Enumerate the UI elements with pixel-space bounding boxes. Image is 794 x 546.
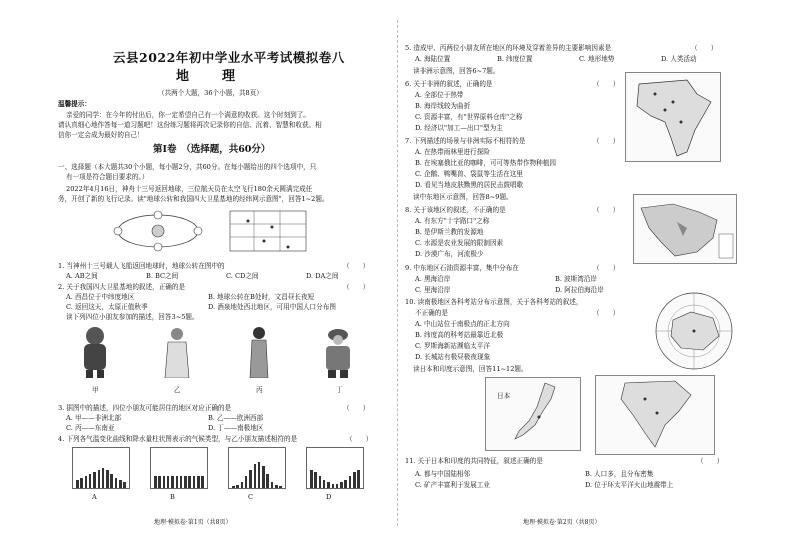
question-4-stem: 4. 下列各气温变化曲线和降水量柱状图表示的气候类型，与乙小朋友描述相符的是 [58,435,298,443]
question-10-stem: 不正确的是 [415,309,448,317]
person-label-ding: 丁 [336,386,343,394]
option-a: A. 甲——非洲北部 [66,414,122,422]
option-b: B. 乙——欧洲西部 [208,414,264,422]
precipitation-bar [180,476,183,488]
japan-map [485,377,581,451]
option-a: A. 海陆位置 [415,55,451,63]
precipitation-bar [80,478,83,488]
precipitation-bar [323,480,326,488]
precipitation-bar [327,482,330,488]
tips-line: 信你一定会成为最好的自己！ [58,131,144,139]
question-11-stem: 11. 关于日本和印度的共同特征，叙述正确的是 [405,457,543,465]
question-2-stem: 2. 关于我国四大卫星基地的叙述，正确的是 [58,283,186,291]
precipitation-bar [332,484,335,488]
option-a: A. 都与中国陆相邻 [415,470,471,478]
option-d: D. 丁——南极地区 [208,424,264,432]
option-d: D. 长城站有极昼极夜现象 [415,353,491,361]
question-context: 读非洲示意图，回答6~7题。 [413,67,500,75]
option-a: A. 有东方"十字路口"之称 [415,217,490,225]
precipitation-bar [241,482,244,488]
precipitation-bar [262,466,265,488]
chart-label-b: B [170,493,175,501]
precipitation-bar [336,484,339,488]
question-3-stem: 3. 据图中的描述，四位小朋友可能居住的地区对应正确的是 [58,404,232,412]
precipitation-bar [123,482,126,488]
option-b: B. 人口多，且分布密集 [585,470,654,478]
chart-label-a: A [92,493,97,501]
precipitation-bar [176,476,179,488]
precipitation-bar [102,468,105,488]
precipitation-bar [275,485,278,488]
question-8-stem: 8. 关于该地区的叙述，不正确的是 [405,206,506,214]
option-d: D. 看见当地皮肤黝黑的居民击鼓唱歌 [415,181,524,189]
option-c: C. 丙——东南亚 [66,424,115,432]
question-context: 2022年4月16日，神舟十三号返回地球，三位航天员在太空飞行180余天圆满完成任 [66,185,313,193]
precipitation-bar [89,474,92,488]
section-instruction: 一、选择题（本大题共30个小题，每小题2分，共60分。在每小题给出的四个选项中，只 [58,163,317,171]
precipitation-bar [171,476,174,488]
answer-paren: （ ） [593,264,620,272]
precipitation-bar [93,472,96,488]
option-b: B. BC之间 [146,272,179,280]
question-9-stem: 9. 中东地区石油资源丰富，集中分布在 [405,264,519,272]
option-d: D. 沙漠广布，河流极少 [415,250,484,258]
option-a: A. 中山站位于南极点的正北方向 [415,320,510,328]
precipitation-bar [279,486,282,488]
question-context: 读日本和印度示意图，回答11~12题。 [413,365,528,373]
option-d: D. 阿拉伯海沿岸 [555,286,604,294]
exam-info: （共两个大题，36个小题，共8页） [158,89,263,97]
question-10-stem: 10. 读南极地区各科考站分布示意图，关于各科考站的叙述， [405,298,583,306]
option-c: C. 罗斯海新站濒临太平洋 [415,342,490,350]
climate-chart-panel [306,447,364,489]
tips-label: 温馨提示： [58,100,91,108]
answer-paren: （ ） [593,309,620,317]
question-5-stem: 5. 造成甲、丙两位小朋友所在地区的环境及穿着差异的主要影响因素是 [405,44,612,52]
precipitation-bar [193,476,196,488]
precipitation-bar [258,462,261,488]
answer-paren: （ ） [593,206,620,214]
option-d: D. 人类活动 [661,55,697,63]
precipitation-bar [271,482,274,488]
left-page [58,0,388,546]
precipitation-bar [188,476,191,488]
person-jia-figure [76,326,114,378]
precipitation-bar [163,476,166,488]
option-a: A. 在热带雨林里进行探险 [415,148,490,156]
middle-east-map [633,194,737,264]
earth-orbit-diagram [108,207,208,255]
tips-line: 亲爱的同学：在今年的付出后，你一定希望自己有一个满意的收获。这个时刻到了。 [66,111,310,119]
japan-map-label: 日本 [497,392,511,400]
precipitation-bar [197,476,200,488]
section-instruction: 有一项是符合题目要求的。） [66,173,149,181]
option-a: A. 西昌位于中纬度地区 [66,293,135,301]
option-d: D. DA之间 [306,272,339,280]
answer-paren: （ ） [697,457,724,465]
precipitation-bar [115,478,118,488]
person-label-yi: 乙 [174,386,181,394]
exam-title: 云县2022年初中学业水平考试模拟卷八 [113,50,345,65]
option-a: A. 黑海沿岸 [415,275,451,283]
precipitation-bar [340,482,343,488]
person-label-bing: 丙 [256,386,263,394]
india-map [595,375,715,455]
answer-paren: （ ） [593,137,620,145]
question-1-stem: 1. 当神州十三号载人飞船返回地球时，地球公转在图中的 [58,262,225,270]
precipitation-bar [266,474,269,488]
option-c: C. CD之间 [226,272,259,280]
option-c: C. 企鹅、鸭嘴兽、袋鼠等生活在这里 [415,170,523,178]
subject-title: 地 理 [176,69,246,84]
precipitation-bar [319,476,322,488]
africa-map [625,72,721,162]
precipitation-bar [158,476,161,488]
option-d: D. 位于环太平洋火山地震带上 [585,481,674,489]
option-a: A. 全部位于热带 [415,91,464,99]
person-yi-figure [158,326,196,378]
option-a: A. AB之间 [66,272,98,280]
precipitation-bar [344,480,347,488]
question-context: 读下列四位小朋友参加的描述，回答3~5题。 [66,313,199,321]
answer-paren: （ ） [593,80,620,88]
answer-paren: （ ） [343,262,370,270]
children-illustration [76,326,366,384]
question-context: 务，开创了新的飞行记录。读"地球公转和我国四大卫星基地的经纬网示意图"，回答1~2题。 [58,195,329,203]
option-b: B. 地球公转在B处时，文昌昼长夜短 [208,293,315,301]
satellite-base-grid-map [228,209,308,253]
option-b: B. 纬度位置 [497,55,533,63]
option-d: D. 经济以"加工—出口"型为主 [415,124,503,132]
question-7-stem: 7. 下列描述的场景与非洲实际不相符的是 [405,137,526,145]
chart-label-d: D [326,493,332,501]
climate-chart-panel [72,447,130,489]
chart-label-c: C [248,493,254,501]
option-c: C. 地形地势 [579,55,615,63]
precipitation-bar [98,470,101,488]
option-d: D. 酒泉地处西北地区，可用中国人口分布图 [208,303,336,311]
antarctica-station-map [641,290,747,372]
precipitation-bar [76,480,79,488]
option-b: B. 在埃塞俄比亚的咖啡，可可等热带作物种植园 [415,159,556,167]
precipitation-bar [119,480,122,488]
option-b: B. 是伊斯兰教的发源地 [415,228,484,236]
precipitation-bar [106,470,109,488]
precipitation-bar [167,476,170,488]
precipitation-bar [314,472,317,488]
precipitation-bar [110,474,113,488]
precipitation-bar [154,476,157,488]
option-c: C. 里海沿岸 [415,286,451,294]
answer-paren: （ ） [691,44,718,52]
precipitation-bar [201,476,204,488]
climate-chart-panel [228,447,286,489]
option-c: C. 资源丰富，有"世界原料仓库"之称 [415,113,523,121]
option-b: B. 海岸线较为曲折 [415,102,471,110]
option-c: C. 水源是农业发展的限制因素 [415,239,504,247]
precipitation-bar [310,470,313,488]
answer-paren: （ ） [343,283,370,291]
person-bing-figure [240,326,278,378]
page-divider [397,20,398,526]
option-c: C. 矿产丰富利于发展工业 [415,481,490,489]
climate-chart-panel [150,447,208,489]
answer-paren: （ ） [346,435,373,443]
precipitation-bar [236,485,239,488]
precipitation-bar [184,476,187,488]
precipitation-bar [245,476,248,488]
option-b: B. 纬度高的科考站最靠近北极 [415,331,504,339]
question-6-stem: 6. 关于非洲的叙述，正确的是 [405,80,493,88]
person-label-jia: 甲 [92,386,99,394]
section-heading: 第Ⅰ卷 （选择题，共60分） [153,144,271,155]
precipitation-bar [85,476,88,488]
right-page [405,0,755,546]
answer-paren: （ ） [343,404,370,412]
tips-line: 请认真细心地作答每一道习题吧！这份练习题将再次记录你的自信、沉着、智慧和收获。相 [58,121,322,129]
precipitation-bar [357,470,360,488]
precipitation-bar [353,472,356,488]
footer-left: 地理·模拟卷·第1页（共8页） [154,519,232,526]
question-context: 读中东地区示意图，回答8~9题。 [413,193,513,201]
precipitation-bar [249,470,252,488]
option-b: B. 波斯湾沿岸 [555,275,598,283]
person-ding-figure [316,326,360,378]
precipitation-bar [232,486,235,488]
option-c: C. 返回这天，太原正值秋季 [66,303,148,311]
climate-charts [72,447,372,491]
precipitation-bar [254,464,257,488]
footer-right: 地理·模拟卷·第2页（共8页） [523,519,601,526]
precipitation-bar [349,476,352,488]
